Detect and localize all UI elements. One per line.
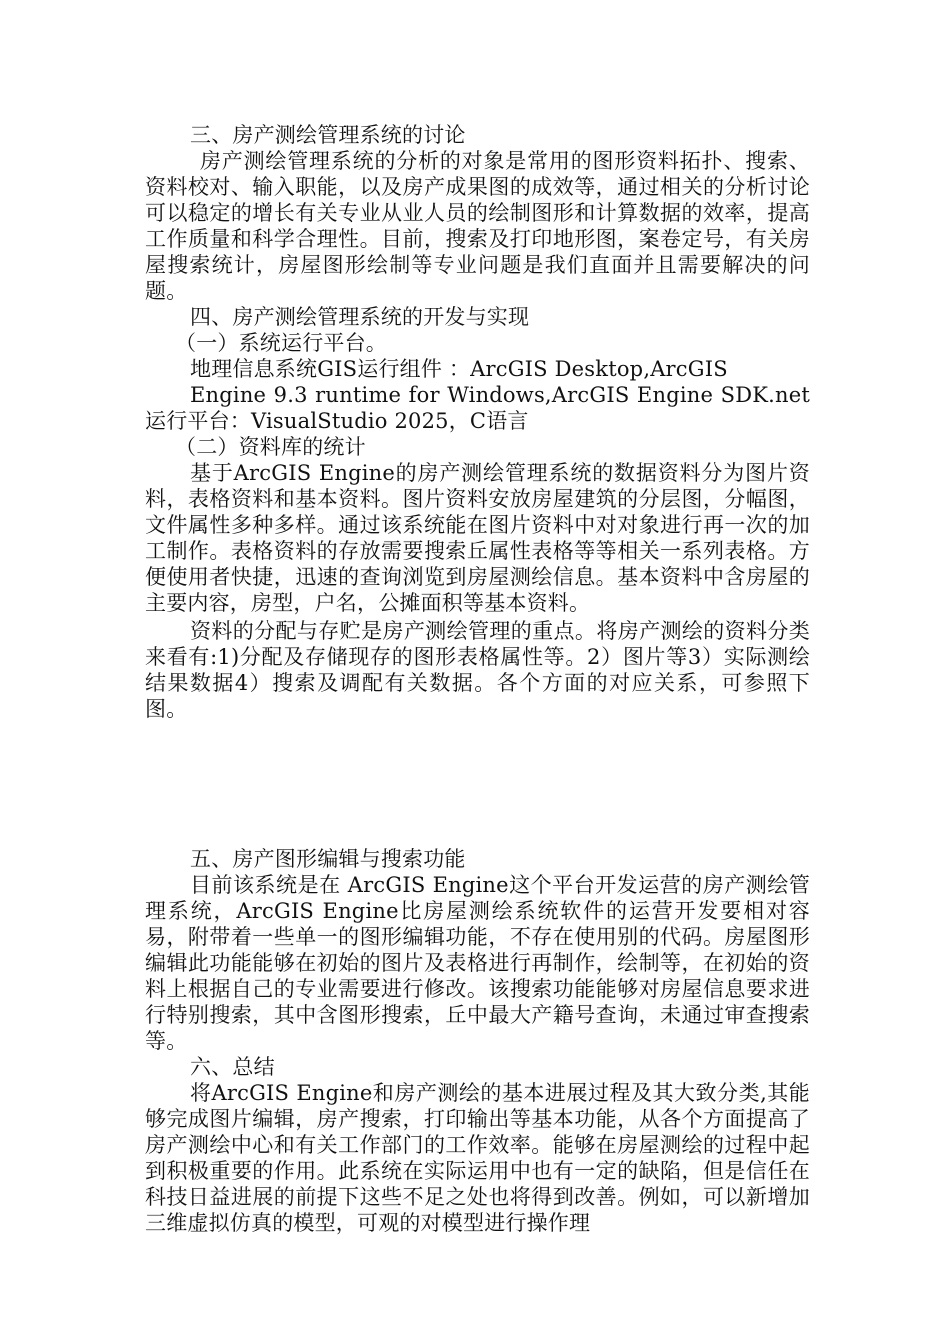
section4-sub1-heading: （一）系统运行平台。 [175, 331, 387, 355]
section5-heading: 五、房产图形编辑与搜索功能 [190, 847, 466, 871]
text-block-middle [145, 618, 810, 722]
section3-heading: 三、房产测绘管理系统的讨论 [190, 123, 466, 147]
section4-heading: 四、房产测绘管理系统的开发与实现 [190, 305, 530, 329]
text-block-lower [145, 846, 810, 1236]
section4-sub2-paragraph: 基于ArcGIS Engine的房产测绘管理系统的数据资料分为图片资料，表格资料和基本资料。图片资料安放房屋建筑的分层图，分幅图，文件属性多种多样。通过该系统能在图片资料中对对象进行再一次的加工制作。表格资料的存放需要搜索丘属性表格等等相关一系列表格。方便使用者快捷，迅速的查询浏览到房屋测绘信息。基本资料中含房屋的主要内容，房型，户名，公摊面积等基本资料。 [145, 461, 810, 615]
section4-sub1-line1: 地理信息系统GIS运行组件 ：ArcGIS Desktop,ArcGIS [190, 357, 728, 381]
section6-heading: 六、总结 [190, 1055, 275, 1079]
section3-paragraph: 房产测绘管理系统的分析的对象是常用的图形资料拓扑、搜索、资料校对、输入职能，以及房产成果图的成效等，通过相关的分析讨论可以稳定的增长有关专业从业人员的绘制图形和计算数据的效率，提高工作质量和科学合理性。目前，搜索及打印地形图，案卷定号，有关房屋搜索统计，房屋图形绘制等专业问题是我们直面并且需要解决的问题。 [145, 149, 810, 303]
section4-sub2-heading: （二）资料库的统计 [175, 435, 366, 459]
text-block-upper [145, 122, 810, 616]
section5-paragraph: 目前该系统是在 ArcGIS Engine这个平台开发运营的房产测绘管理系统，ArcGIS Engine比房屋测绘系统软件的运营开发要相对容易，附带着一些单一的图形编辑功能，不存在使用别的代码。房屋图形编辑此功能能够在初始的图片及表格进行再制作，绘制等，在初始的资料上根据自己的专业需要进行修改。该搜索功能能够对房屋信息要求进行特别搜索，其中含图形搜索，丘中最大产籍号查询，未通过审查搜索等。 [145, 873, 810, 1053]
section6-paragraph: 将ArcGIS Engine和房产测绘的基本进展过程及其大致分类,其能够完成图片编辑，房产搜索，打印输出等基本功能，从各个方面提高了房产测绘中心和有关工作部门的工作效率。能够在房屋测绘的过程中起到积极重要的作用。此系统在实际运用中也有一定的缺陷，但是信任在科技日益进展的前提下这些不足之处也将得到改善。例如，可以新增加三维虚拟仿真的模型，可观的对模型进行操作理 [145, 1081, 810, 1235]
section4-paragraph-2: 资料的分配与存贮是房产测绘管理的重点。将房产测绘的资料分类来看有:1)分配及存储现存的图形表格属性等。2）图片等3）实际测绘结果数据4）搜索及调配有关数据。各个方面的对应关系，可参照下图。 [145, 619, 810, 721]
section4-sub1-line2: Engine 9.3 runtime for Windows,ArcGIS Engine SDK.net运行平台：VisualStudio 2025，C语言 [145, 383, 810, 433]
